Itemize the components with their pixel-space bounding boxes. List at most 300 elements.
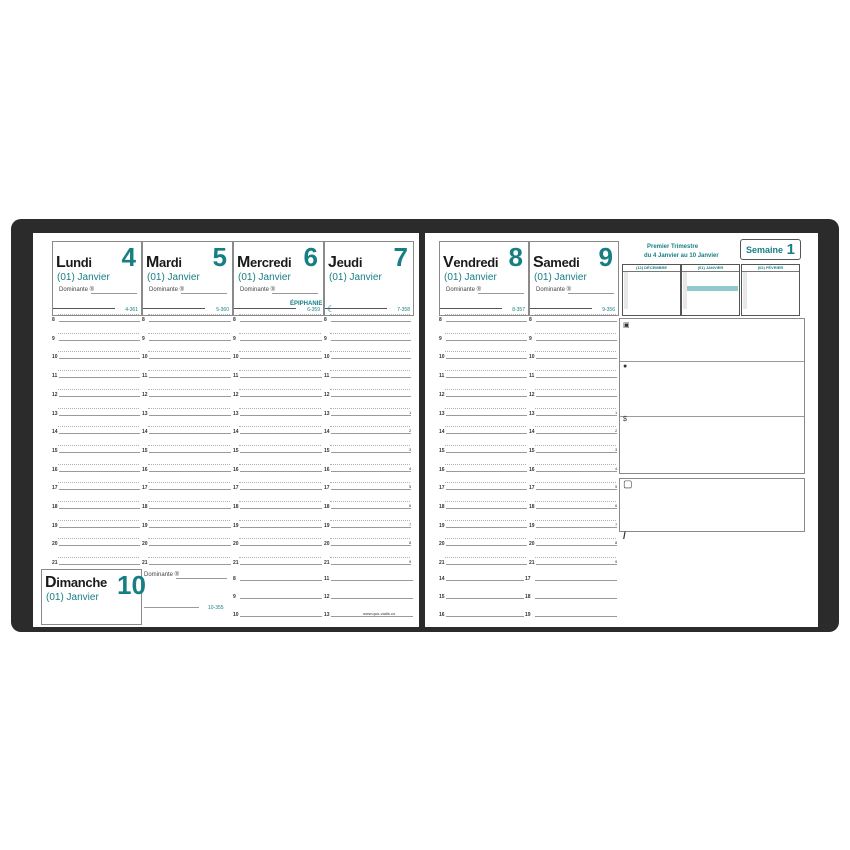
- day-header-saturday[interactable]: [529, 241, 619, 316]
- row-number: 8: [615, 540, 618, 546]
- hour-line[interactable]: [59, 452, 140, 453]
- half-hour-line: [330, 389, 410, 390]
- hour-label: 11: [233, 373, 239, 380]
- month-label: (01) Janvier: [46, 592, 99, 603]
- hour-line[interactable]: [59, 340, 140, 341]
- dominante-line: [478, 293, 524, 294]
- hour-label: 13: [142, 410, 148, 417]
- half-hour-line: [445, 426, 526, 427]
- half-hour-line: [445, 445, 526, 446]
- hour-label: 13: [529, 410, 535, 417]
- hour-line[interactable]: [331, 433, 411, 434]
- half-hour-line: [239, 370, 321, 371]
- hour-label: 18: [233, 504, 239, 510]
- hour-label: 14: [324, 429, 330, 436]
- hour-label: 21: [439, 560, 445, 567]
- hour-label: 15: [529, 447, 535, 454]
- hour-label: 12: [324, 594, 330, 600]
- dominante-label: Dominante ®: [149, 287, 185, 293]
- yearday-label: 8-357: [512, 307, 525, 313]
- half-hour-line: [239, 538, 321, 539]
- hour-line[interactable]: [149, 358, 231, 359]
- hour-label: 11: [324, 373, 330, 380]
- header-baseline: [440, 308, 502, 309]
- hour-label: 12: [439, 391, 445, 398]
- hour-label: 13: [439, 410, 445, 417]
- day-number: 10: [117, 570, 146, 600]
- hour-label: 14: [439, 576, 445, 582]
- hour-line[interactable]: [331, 580, 413, 581]
- hour-label: 10: [324, 354, 330, 361]
- row-number: 1: [615, 409, 618, 415]
- hour-line[interactable]: [536, 433, 617, 434]
- hour-line[interactable]: [149, 321, 231, 322]
- dominante-label: Dominante ®: [446, 287, 482, 293]
- half-hour-line: [330, 538, 410, 539]
- hour-line[interactable]: [446, 358, 527, 359]
- day-header-tuesday[interactable]: [142, 241, 233, 316]
- pen-icon: /: [623, 531, 626, 542]
- half-hour-line: [445, 501, 526, 502]
- hour-line[interactable]: [331, 415, 411, 416]
- half-hour-line: [58, 314, 139, 315]
- hour-line[interactable]: [149, 471, 231, 472]
- row-number: 7: [615, 521, 618, 527]
- hour-label: 16: [529, 466, 535, 473]
- hour-label: 18: [525, 594, 531, 600]
- hour-line[interactable]: [240, 616, 322, 617]
- half-hour-line: [239, 426, 321, 427]
- trimester-title: Premier Trimestre: [647, 244, 699, 250]
- day-header-sunday[interactable]: [41, 569, 146, 625]
- hour-label: 19: [324, 522, 330, 529]
- hour-line[interactable]: [240, 580, 322, 581]
- hour-line[interactable]: [149, 415, 231, 416]
- hour-line[interactable]: [149, 489, 231, 490]
- hour-line[interactable]: [149, 508, 231, 509]
- moon-phase-icon: ☾: [327, 304, 336, 314]
- hour-label: 16: [439, 466, 445, 473]
- hour-line[interactable]: [149, 545, 231, 546]
- half-hour-line: [445, 351, 526, 352]
- hour-line[interactable]: [240, 527, 322, 528]
- week-badge: [740, 239, 801, 260]
- half-hour-line: [445, 314, 526, 315]
- hour-label: 18: [324, 504, 330, 510]
- hour-line[interactable]: [331, 471, 411, 472]
- row-number: 1: [409, 409, 412, 415]
- dollar-icon: $: [623, 416, 627, 423]
- header-baseline: [143, 308, 205, 309]
- hour-line[interactable]: [446, 564, 527, 565]
- half-hour-line: [58, 538, 139, 539]
- day-header-wednesday[interactable]: [233, 241, 324, 316]
- dominante-line: [91, 293, 137, 294]
- half-hour-line: [445, 520, 526, 521]
- hour-label: 13: [324, 410, 330, 417]
- half-hour-line: [58, 426, 139, 427]
- hour-label: 17: [142, 485, 148, 492]
- half-hour-line: [535, 314, 616, 315]
- month-label: (01) Janvier: [238, 272, 291, 283]
- hour-line[interactable]: [331, 396, 411, 397]
- hour-line[interactable]: [240, 415, 322, 416]
- hour-label: 17: [439, 485, 445, 492]
- hour-label: 9: [233, 335, 236, 342]
- hour-label: 8: [233, 576, 236, 582]
- half-hour-line: [239, 389, 321, 390]
- hour-label: 14: [52, 429, 58, 436]
- hour-label: 16: [142, 466, 148, 473]
- half-hour-line: [239, 408, 321, 409]
- half-hour-line: [148, 426, 230, 427]
- phone-icon: ●: [623, 363, 628, 370]
- month-label: (01) Janvier: [329, 272, 382, 283]
- hour-line[interactable]: [446, 598, 524, 599]
- week-range: du 4 Janvier au 10 Janvier: [644, 253, 719, 259]
- half-hour-line: [330, 314, 410, 315]
- hour-label: 13: [52, 410, 58, 417]
- mini-calendar-week-column: [743, 272, 747, 309]
- hour-label: 21: [233, 560, 239, 567]
- half-hour-line: [445, 333, 526, 334]
- hour-label: 11: [324, 576, 330, 582]
- day-number: 5: [212, 242, 227, 272]
- day-name: Dimanche: [45, 574, 107, 591]
- mini-calendar-february: [741, 264, 800, 316]
- half-hour-line: [148, 557, 230, 558]
- half-hour-line: [535, 408, 616, 409]
- hour-label: 8: [324, 317, 327, 323]
- half-hour-line: [445, 464, 526, 465]
- hour-line[interactable]: [240, 471, 322, 472]
- hour-line[interactable]: [240, 433, 322, 434]
- clock-icon: ▣: [623, 322, 630, 329]
- hour-line[interactable]: [446, 452, 527, 453]
- hour-line[interactable]: [331, 452, 411, 453]
- half-hour-line: [58, 445, 139, 446]
- day-number: 6: [303, 242, 318, 272]
- panel-divider: [620, 416, 804, 417]
- hour-line[interactable]: [331, 598, 413, 599]
- hour-label: 15: [439, 447, 445, 454]
- hour-label: 11: [529, 373, 535, 380]
- half-hour-line: [239, 482, 321, 483]
- hour-line[interactable]: [536, 564, 617, 565]
- hour-label: 8: [233, 317, 236, 323]
- day-header-thursday[interactable]: [324, 241, 414, 316]
- hour-line[interactable]: [446, 415, 527, 416]
- hour-line[interactable]: [149, 433, 231, 434]
- hour-label: 21: [324, 560, 330, 567]
- half-hour-line: [58, 389, 139, 390]
- hour-line[interactable]: [446, 433, 527, 434]
- hour-label: 18: [529, 504, 535, 510]
- hour-label: 14: [439, 429, 445, 436]
- hour-line[interactable]: [240, 508, 322, 509]
- hour-line[interactable]: [59, 321, 140, 322]
- hour-label: 12: [233, 391, 239, 398]
- hour-line[interactable]: [331, 545, 411, 546]
- half-hour-line: [148, 464, 230, 465]
- hour-line[interactable]: [536, 452, 617, 453]
- row-number: 9: [615, 559, 618, 565]
- half-hour-line: [239, 557, 321, 558]
- row-number: 4: [409, 465, 412, 471]
- day-name: Vendredi: [443, 254, 499, 271]
- row-number: 2: [615, 428, 618, 434]
- hour-label: 19: [439, 522, 445, 529]
- hour-line[interactable]: [149, 564, 231, 565]
- dominante-line: [272, 293, 318, 294]
- half-hour-line: [239, 351, 321, 352]
- hour-label: 20: [142, 541, 148, 548]
- hour-label: 19: [52, 522, 58, 529]
- mini-calendar-january: [681, 264, 740, 316]
- half-hour-line: [239, 314, 321, 315]
- dominante-label: Dominante ®: [240, 287, 276, 293]
- current-week-highlight: [687, 286, 738, 291]
- hour-label: 11: [142, 373, 148, 380]
- hour-label: 8: [439, 317, 442, 323]
- hour-line[interactable]: [149, 527, 231, 528]
- header-baseline: [53, 308, 115, 309]
- yearday-label: 7-358: [397, 307, 410, 313]
- half-hour-line: [148, 408, 230, 409]
- dominante-label: Dominante ®: [536, 287, 572, 293]
- holiday-label: ÉPIPHANIE: [290, 301, 323, 307]
- hour-label: 20: [529, 541, 535, 548]
- hour-label: 9: [324, 335, 327, 342]
- hour-label: 14: [142, 429, 148, 436]
- yearday-label: 9-356: [602, 307, 615, 313]
- hour-line[interactable]: [59, 508, 140, 509]
- hour-label: 19: [142, 522, 148, 529]
- hour-line[interactable]: [536, 545, 617, 546]
- hour-line[interactable]: [331, 508, 411, 509]
- hour-line[interactable]: [331, 377, 411, 378]
- half-hour-line: [239, 445, 321, 446]
- row-number: 6: [409, 503, 412, 508]
- half-hour-line: [148, 314, 230, 315]
- half-hour-line: [148, 520, 230, 521]
- hour-line[interactable]: [331, 527, 411, 528]
- hour-label: 15: [324, 447, 330, 454]
- hour-line[interactable]: [446, 489, 527, 490]
- hour-line[interactable]: [149, 396, 231, 397]
- half-hour-line: [330, 426, 410, 427]
- hour-line[interactable]: [536, 527, 617, 528]
- hour-label: 16: [52, 466, 58, 473]
- row-number: 6: [615, 503, 618, 508]
- hour-line[interactable]: [240, 340, 322, 341]
- half-hour-line: [58, 482, 139, 483]
- notes-panel-top[interactable]: [619, 318, 805, 474]
- hour-label: 16: [324, 466, 330, 473]
- hour-line[interactable]: [240, 545, 322, 546]
- hour-line[interactable]: [59, 377, 140, 378]
- hour-line[interactable]: [149, 452, 231, 453]
- hour-line[interactable]: [240, 396, 322, 397]
- half-hour-line: [148, 501, 230, 502]
- brand-url: www.quo-vadis.co: [363, 611, 396, 616]
- day-header-friday[interactable]: [439, 241, 529, 316]
- hour-line[interactable]: [446, 545, 527, 546]
- half-hour-line: [148, 389, 230, 390]
- day-name: Jeudi: [328, 254, 363, 271]
- hour-line[interactable]: [59, 433, 140, 434]
- hour-line[interactable]: [331, 616, 413, 617]
- hour-label: 21: [529, 560, 535, 567]
- hour-line[interactable]: [59, 396, 140, 397]
- yearday-label: 5-360: [216, 307, 229, 313]
- half-hour-line: [445, 370, 526, 371]
- half-hour-line: [535, 557, 616, 558]
- row-number: 8: [409, 540, 412, 546]
- hour-line[interactable]: [536, 489, 617, 490]
- half-hour-line: [58, 408, 139, 409]
- hour-label: 14: [529, 429, 535, 436]
- hour-line[interactable]: [331, 358, 411, 359]
- sunday-baseline: [144, 607, 199, 608]
- hour-line[interactable]: [535, 580, 617, 581]
- notebook-icon: ▢: [623, 479, 633, 490]
- hour-label: 9: [439, 335, 442, 342]
- hour-line[interactable]: [240, 377, 322, 378]
- hour-line[interactable]: [59, 415, 140, 416]
- hour-label: 10: [142, 354, 148, 361]
- hour-line[interactable]: [446, 396, 527, 397]
- hour-line[interactable]: [446, 471, 527, 472]
- hour-line[interactable]: [446, 616, 524, 617]
- half-hour-line: [330, 520, 410, 521]
- hour-label: 18: [52, 504, 58, 510]
- hour-line[interactable]: [446, 340, 527, 341]
- hour-line[interactable]: [59, 527, 140, 528]
- mini-calendar-week-column: [624, 272, 628, 309]
- hour-label: 15: [142, 447, 148, 454]
- hour-line[interactable]: [536, 508, 617, 509]
- half-hour-line: [148, 538, 230, 539]
- hour-label: 19: [525, 612, 531, 618]
- hour-label: 12: [324, 391, 330, 398]
- row-number: 3: [615, 446, 618, 452]
- hour-line[interactable]: [240, 489, 322, 490]
- hour-line[interactable]: [536, 358, 617, 359]
- hour-line[interactable]: [536, 415, 617, 416]
- hour-line[interactable]: [59, 545, 140, 546]
- hour-line[interactable]: [59, 471, 140, 472]
- half-hour-line: [58, 370, 139, 371]
- hour-label: 20: [233, 541, 239, 548]
- hour-line[interactable]: [535, 616, 617, 617]
- half-hour-line: [239, 520, 321, 521]
- hour-line[interactable]: [536, 396, 617, 397]
- hour-line[interactable]: [446, 321, 527, 322]
- hour-line[interactable]: [446, 527, 527, 528]
- hour-line[interactable]: [446, 508, 527, 509]
- half-hour-line: [330, 557, 410, 558]
- hour-line[interactable]: [240, 358, 322, 359]
- half-hour-line: [148, 351, 230, 352]
- hour-line[interactable]: [59, 358, 140, 359]
- hour-line[interactable]: [446, 377, 527, 378]
- day-name: Mardi: [146, 254, 182, 271]
- half-hour-line: [148, 333, 230, 334]
- dominante-line: [181, 293, 227, 294]
- hour-label: 17: [529, 485, 535, 492]
- week-label: Semaine: [746, 245, 784, 255]
- half-hour-line: [535, 464, 616, 465]
- hour-line[interactable]: [240, 598, 322, 599]
- mini-calendar-title: (12) DÉCEMBRE: [623, 265, 680, 272]
- row-number: 5: [615, 484, 618, 490]
- hour-label: 18: [142, 504, 148, 510]
- day-number: 7: [393, 242, 408, 272]
- header-baseline: [530, 308, 592, 309]
- hour-line[interactable]: [59, 564, 140, 565]
- half-hour-line: [445, 538, 526, 539]
- mini-calendar-title: (02) FÉVRIER: [742, 265, 799, 272]
- half-hour-line: [330, 333, 410, 334]
- month-label: (01) Janvier: [444, 272, 497, 283]
- notes-panel-bottom[interactable]: [619, 478, 805, 532]
- half-hour-line: [330, 464, 410, 465]
- hour-label: 17: [525, 576, 531, 582]
- row-number: 9: [409, 559, 412, 565]
- hour-line[interactable]: [446, 580, 524, 581]
- hour-line[interactable]: [149, 340, 231, 341]
- half-hour-line: [239, 464, 321, 465]
- hour-label: 12: [52, 391, 58, 398]
- header-baseline: [234, 308, 296, 309]
- week-number: 1: [786, 241, 795, 258]
- hour-label: 12: [529, 391, 535, 398]
- hour-label: 18: [439, 504, 445, 510]
- hour-label: 14: [233, 429, 239, 436]
- hour-line[interactable]: [536, 321, 617, 322]
- yearday-label: 10-355: [208, 605, 224, 611]
- hour-label: 11: [52, 373, 58, 380]
- hour-line[interactable]: [331, 321, 411, 322]
- hour-line[interactable]: [331, 564, 411, 565]
- hour-line[interactable]: [536, 471, 617, 472]
- half-hour-line: [535, 333, 616, 334]
- hour-line[interactable]: [240, 321, 322, 322]
- half-hour-line: [58, 501, 139, 502]
- half-hour-line: [535, 538, 616, 539]
- hour-label: 15: [439, 594, 445, 600]
- day-name: Mercredi: [237, 254, 292, 271]
- hour-label: 11: [439, 373, 445, 380]
- hour-label: 9: [529, 335, 532, 342]
- hour-line[interactable]: [59, 489, 140, 490]
- hour-line[interactable]: [535, 598, 617, 599]
- hour-label: 19: [233, 522, 239, 529]
- hour-line[interactable]: [331, 489, 411, 490]
- hour-line[interactable]: [240, 452, 322, 453]
- hour-line[interactable]: [149, 377, 231, 378]
- half-hour-line: [239, 501, 321, 502]
- hour-line[interactable]: [536, 377, 617, 378]
- month-label: (01) Janvier: [57, 272, 110, 283]
- hour-line[interactable]: [536, 340, 617, 341]
- left-page: [33, 233, 419, 627]
- hour-line[interactable]: [331, 340, 411, 341]
- hour-line[interactable]: [240, 564, 322, 565]
- half-hour-line: [330, 370, 410, 371]
- day-header-monday[interactable]: [52, 241, 142, 316]
